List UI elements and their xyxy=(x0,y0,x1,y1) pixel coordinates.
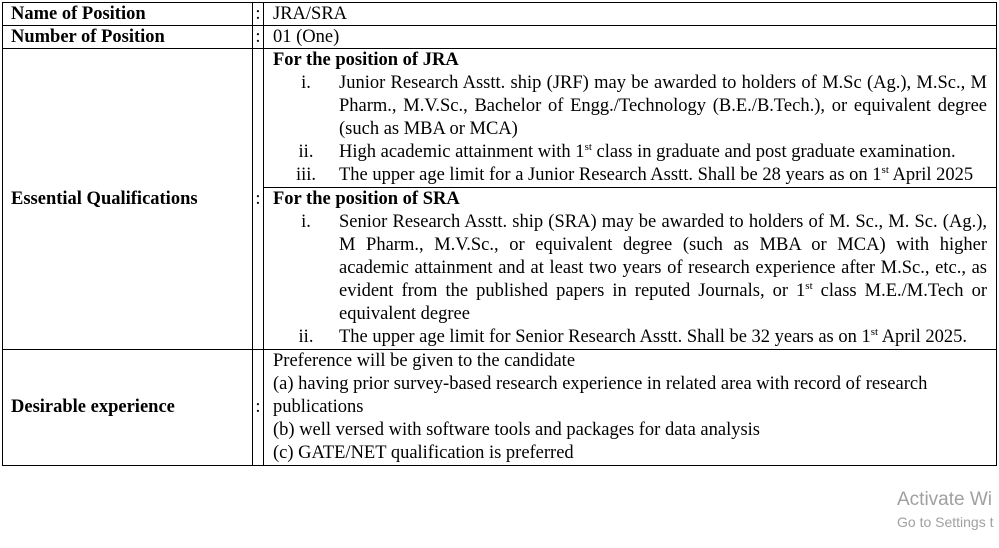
desirable-line: (a) having prior survey-based research experience in related area with record of research publications xyxy=(273,374,928,417)
desirable-label: Desirable experience xyxy=(3,350,253,466)
qualifications-cell xyxy=(264,49,997,350)
ordinal-superscript: st xyxy=(805,280,813,292)
position-name-label: Name of Position xyxy=(3,3,253,26)
item-text-part: April 2025 xyxy=(888,165,974,185)
item-number: ii. xyxy=(298,327,314,347)
separator-colon: : xyxy=(253,3,264,26)
list-item xyxy=(273,211,987,326)
ordinal-superscript: st xyxy=(870,326,879,338)
table-row xyxy=(3,350,997,466)
list-item xyxy=(273,164,987,187)
table-row xyxy=(3,3,997,26)
separator-colon: : xyxy=(253,49,264,350)
ordinal-superscript: st xyxy=(584,141,592,153)
position-details-table xyxy=(2,2,997,466)
item-text-part: class in graduate and post graduate examination. xyxy=(591,142,956,162)
watermark-title: Activate Wi xyxy=(897,489,993,510)
position-number-value: 01 (One) xyxy=(264,26,997,49)
watermark-subtitle: Go to Settings t xyxy=(897,514,994,530)
item-text xyxy=(339,164,987,187)
item-text xyxy=(339,326,987,349)
desirable-line: (c) GATE/NET qualification is preferred xyxy=(273,443,574,463)
qualifications-label: Essential Qualifications xyxy=(3,49,253,350)
item-text-part: class M.E./M.Tech or equivalent degree xyxy=(339,281,987,324)
position-number-label: Number of Position xyxy=(3,26,253,49)
item-text-part: High academic attainment with 1 xyxy=(339,142,585,162)
table-row xyxy=(3,26,997,49)
list-item xyxy=(273,326,987,349)
desirable-cell xyxy=(264,350,997,466)
item-number: iii. xyxy=(295,165,317,185)
separator-colon: : xyxy=(253,350,264,466)
desirable-line: (b) well versed with software tools and packages for data analysis xyxy=(273,420,761,440)
list-item xyxy=(273,141,987,164)
item-number: ii. xyxy=(298,142,314,162)
item-text-part: The upper age limit for a Junior Research Asstt. Shall be 28 years as on 1 xyxy=(339,165,882,185)
position-name-value: JRA/SRA xyxy=(264,3,997,26)
sra-section xyxy=(264,187,996,349)
item-text xyxy=(339,141,987,164)
item-number: i. xyxy=(301,212,311,232)
item-number: i. xyxy=(301,73,311,93)
jra-section xyxy=(264,49,996,187)
sra-heading: For the position of SRA xyxy=(273,189,460,209)
ordinal-superscript: st xyxy=(881,164,889,176)
table-row xyxy=(3,49,997,350)
activate-windows-watermark xyxy=(897,489,994,533)
jra-heading: For the position of JRA xyxy=(273,50,459,70)
list-item xyxy=(273,72,987,141)
separator-colon: : xyxy=(253,26,264,49)
item-text-part: April 2025. xyxy=(878,327,967,347)
item-text: Junior Research Asstt. ship (JRF) may be awarded to holders of M.Sc (Ag.), M.Sc., M Pharm., M.V.Sc., Bachelor of Engg./Technology (B.E./B.Tech.), or equivalent degree (such as MBA or MCA) xyxy=(339,73,987,139)
item-text-part: The upper age limit for Senior Research Asstt. Shall be 32 years as on 1 xyxy=(339,327,871,347)
item-text xyxy=(339,211,987,326)
item-text-part: Senior Research Asstt. ship (SRA) may be awarded to holders of M. Sc., M. Sc. (Ag.), M Pharm., M.V.Sc., or equivalent degree (such as MBA or MCA) with higher academic attainment and at least two years of research experience after M.Sc., etc., as evident from the published papers in reputed Journals, or 1 xyxy=(339,212,987,301)
desirable-line: Preference will be given to the candidate xyxy=(273,351,576,371)
